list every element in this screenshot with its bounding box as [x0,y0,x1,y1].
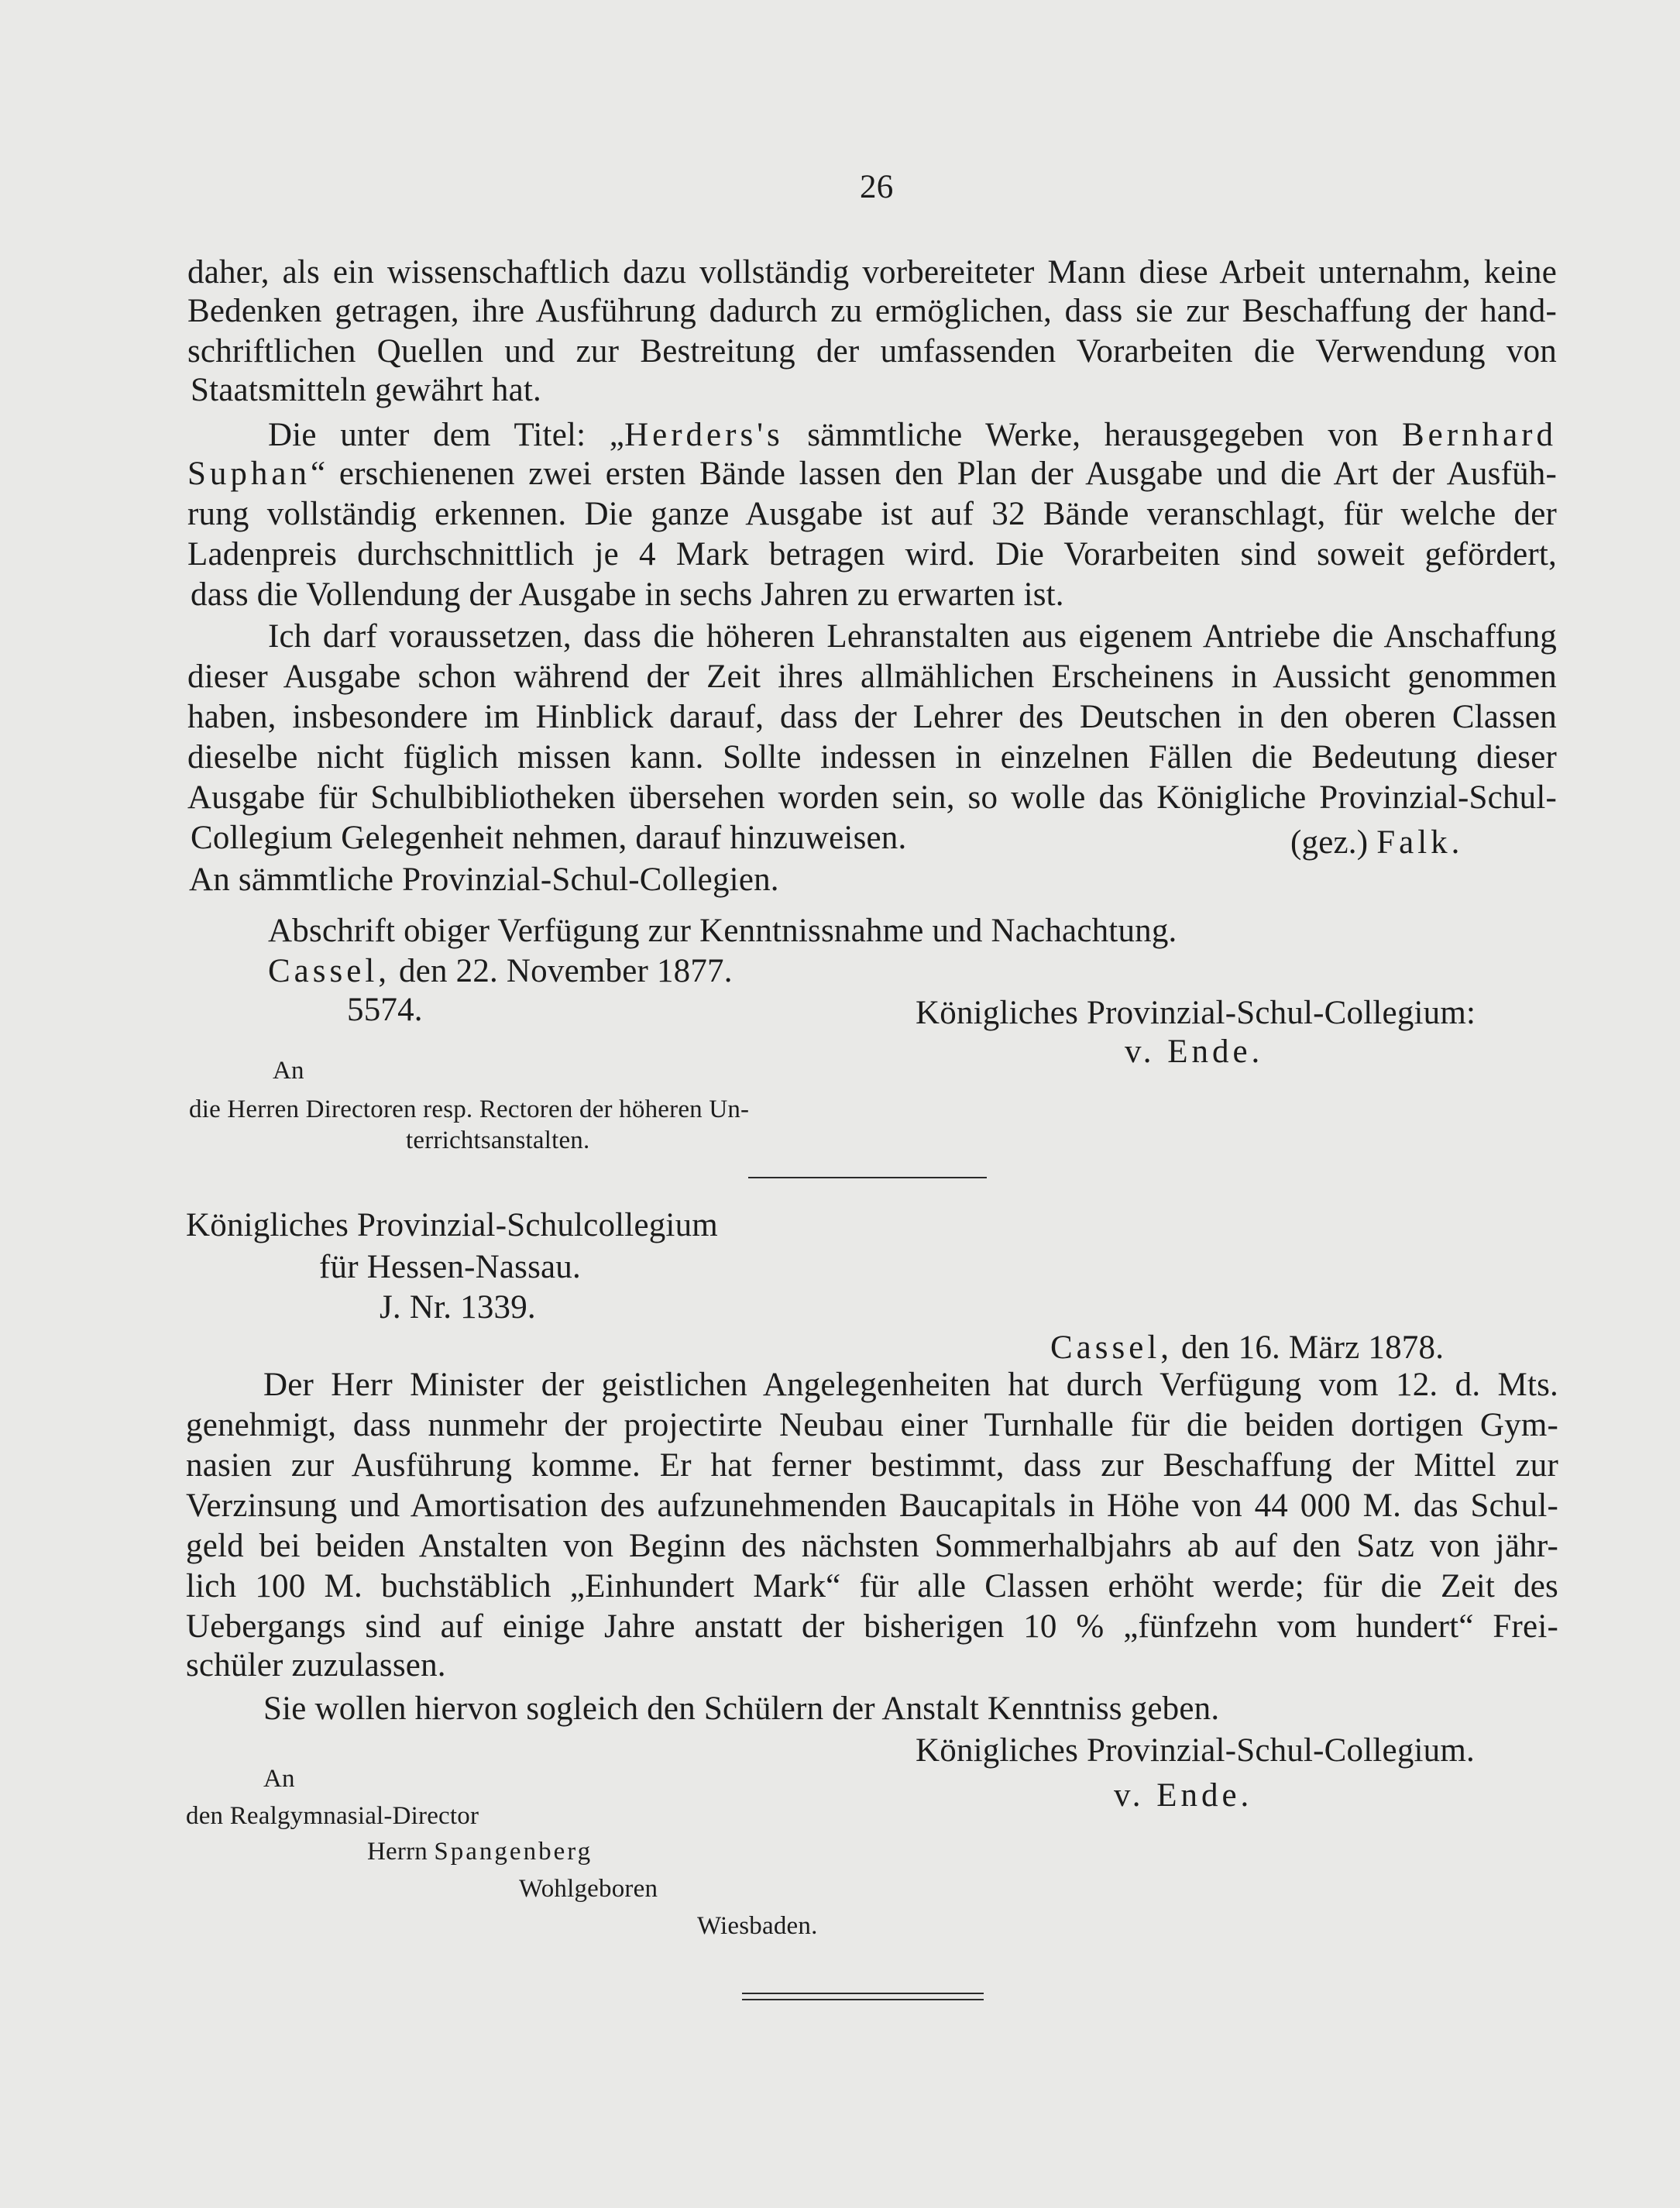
text-line: dass die Vollendung der Ausgabe in sechs Jahren zu erwarten ist. [191,576,1064,613]
text-line: Ladenpreis durchschnittlich je 4 Mark betragen wird. Die Vorarbeiten sind soweit gefördert, [187,536,1557,573]
text-line: Verzinsung und Amortisation des aufzunehmenden Baucapitals in Höhe von 44 000 M. das Schul- [186,1487,1558,1524]
text-line [268,415,1557,456]
recipients: die Herren Directoren resp. Rectoren der höheren Un- [189,1095,750,1123]
text-line [187,454,1557,494]
place: Cassel, [268,953,391,989]
authority: Königliches Provinzial-Schul-Collegium. [916,1732,1475,1769]
recipient: Wiesbaden. [697,1912,818,1940]
text-line: Uebergangs sind auf einige Jahre anstatt der bisherigen 10 % „fünfzehn vom hundert“ Frei- [186,1608,1558,1645]
date: den 16. März 1878. [1173,1329,1445,1366]
page-number: 26 [860,169,894,205]
spaced-name: Bernhard [1402,417,1557,453]
text-line: nasien zur Ausführung komme. Er hat ferner bestimmt, dass zur Beschaffung der Mittel zur [186,1447,1558,1484]
spaced-title: Herders's [624,417,784,453]
recipient: Wohlgeboren [519,1875,658,1903]
signature [1290,823,1463,863]
recipient: den Realgymnasial-Director [186,1802,479,1830]
text-fragment: Die unter dem Titel: „ [268,417,625,453]
signature-name: Falk. [1376,824,1464,861]
place-date [1050,1328,1444,1368]
signer: v. Ende. [1125,1033,1264,1070]
text-fragment: “ erschienenen zwei ersten Bände lassen den Plan der Ausgabe und die Art der Ausfüh- [311,456,1557,492]
journal-number: J. Nr. 1339. [380,1289,536,1326]
file-number: 5574. [347,992,423,1028]
recipient-title: Herrn [367,1838,435,1866]
copy-note: Abschrift obiger Verfügung zur Kenntnissnahme und Nachachtung. [268,913,1177,949]
text-line: dieselbe nicht füglich missen kann. Sollte indessen in einzelnen Fällen die Bedeutung dieser [187,739,1557,776]
text-line: Collegium Gelegenheit nehmen, darauf hinzuweisen. [191,820,907,856]
text-line: genehmigt, dass nunmehr der projectirte Neubau einer Turnhalle für die beiden dortigen Gym- [186,1407,1558,1443]
text-line: Ich darf voraussetzen, dass die höheren Lehranstalten aus eigenem Antriebe die Anschaffung [268,618,1557,655]
text-line: daher, als ein wissenschaftlich dazu vollständig vorbereiteter Mann diese Arbeit unternahm, keine [187,254,1557,291]
text-line: rung vollständig erkennen. Die ganze Ausgabe ist auf 32 Bände veranschlagt, für welche der [187,496,1557,532]
authority: Königliches Provinzial-Schul-Collegium: [916,995,1476,1031]
text-line: geld bei beiden Anstalten von Beginn des nächsten Sommerhalbjahrs ab auf den Satz von jähr- [186,1528,1558,1564]
text-line: Staatsmitteln gewährt hat. [191,372,542,408]
addressee: An sämmtliche Provinzial-Schul-Collegien. [189,862,779,898]
date: den 22. November 1877. [390,953,733,989]
signature-prefix: (gez.) [1290,824,1377,861]
text-line: schüler zuzulassen. [186,1647,446,1684]
place-date [268,951,733,992]
text-line: lich 100 M. buchstäblich „Einhundert Mark“ für alle Classen erhöht werde; für die Zeit des [186,1568,1558,1604]
recipient-an: An [263,1765,295,1793]
place: Cassel, [1050,1329,1173,1366]
end-rule [742,1999,984,2000]
recipients: terrichtsanstalten. [406,1126,590,1154]
section-divider [748,1177,987,1178]
text-line: haben, insbesondere im Hinblick darauf, dass der Lehrer des Deutschen in den oberen Classen [187,699,1557,735]
signer: v. Ende. [1114,1777,1253,1814]
closing: Sie wollen hiervon sogleich den Schülern der Anstalt Kenntniss geben. [263,1690,1220,1727]
text-line: dieser Ausgabe schon während der Zeit ihres allmählichen Erscheinens in Aussicht genommen [187,659,1557,695]
text-line: schriftlichen Quellen und zur Bestreitung der umfassenden Vorarbeiten die Verwendung von [187,333,1557,370]
text-line: Der Herr Minister der geistlichen Angelegenheiten hat durch Verfügung vom 12. d. Mts. [263,1367,1558,1403]
text-line: Bedenken getragen, ihre Ausführung dadurch zu ermöglichen, dass sie zur Beschaffung der hand- [187,293,1557,329]
letterhead: für Hessen-Nassau. [319,1249,581,1285]
end-rule [742,1993,984,1994]
text-line: Ausgabe für Schulbibliotheken übersehen worden sein, so wolle das Königliche Provinzial-Schul- [187,779,1557,816]
recipient [367,1836,593,1867]
recipient-name: Spangenberg [434,1838,593,1866]
letterhead: Königliches Provinzial-Schulcollegium [186,1207,718,1243]
recipient-an: An [273,1057,304,1085]
text-fragment: sämmtliche Werke, herausgegeben von [783,417,1402,453]
spaced-name: Suphan [187,456,311,492]
